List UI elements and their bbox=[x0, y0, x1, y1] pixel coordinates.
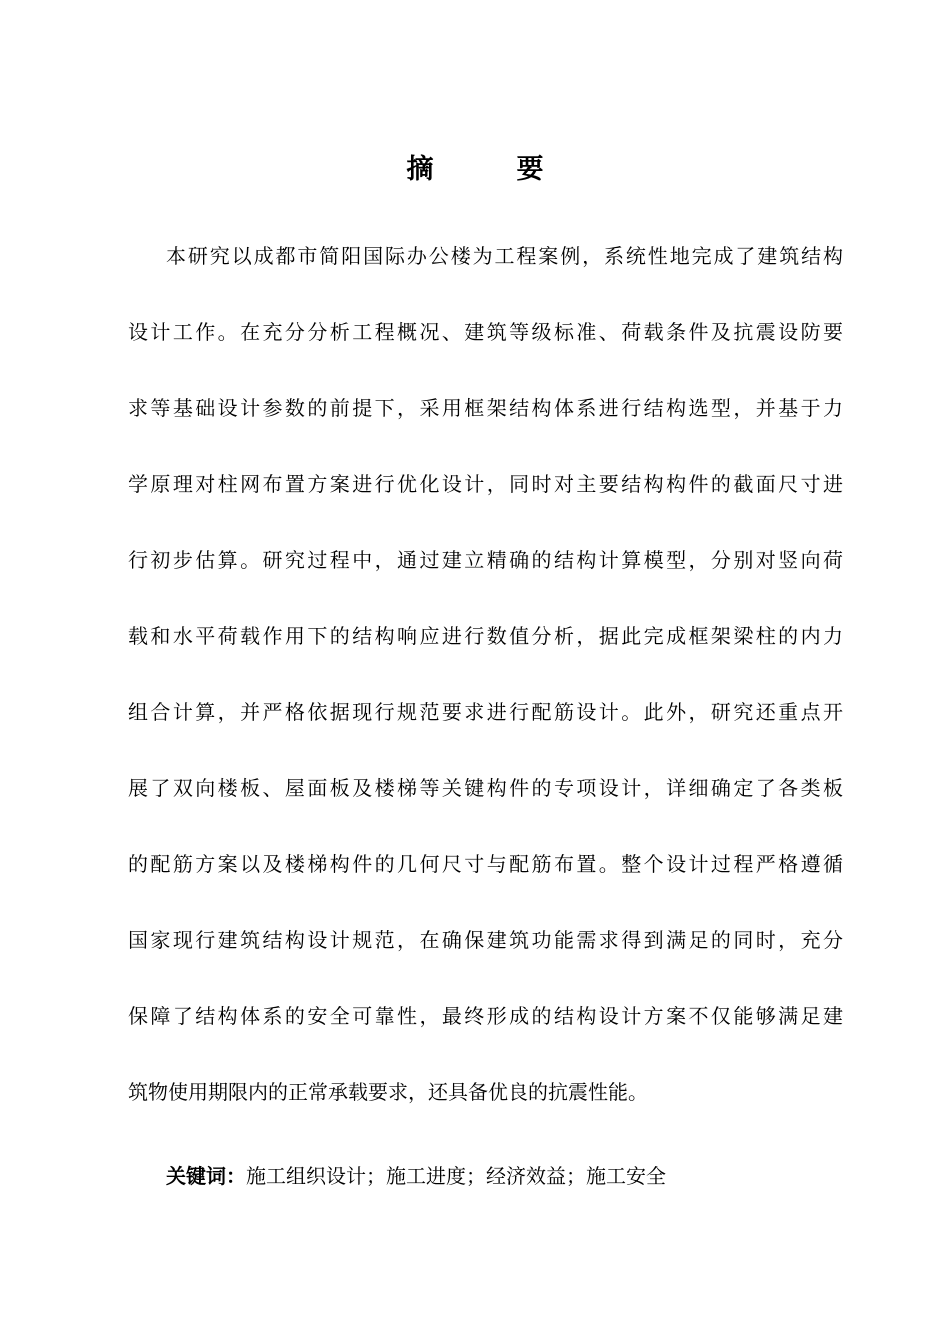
abstract-line: 的配筋方案以及楼梯构件的几何尺寸与配筋布置。整个设计过程严格遵循 bbox=[128, 852, 843, 876]
abstract-line: 求等基础设计参数的前提下，采用框架结构体系进行结构选型，并基于力 bbox=[128, 396, 843, 420]
abstract-line: 国家现行建筑结构设计规范，在确保建筑功能需求得到满足的同时，充分 bbox=[128, 928, 843, 952]
keywords-label: 关键词： bbox=[166, 1164, 246, 1188]
abstract-title: 摘 要 bbox=[406, 154, 572, 185]
abstract-line: 筑物使用期限内的正常承载要求，还具备优良的抗震性能。 bbox=[128, 1080, 648, 1104]
keywords-value: 施工组织设计；施工进度；经济效益；施工安全 bbox=[246, 1164, 666, 1188]
abstract-line: 保障了结构体系的安全可靠性，最终形成的结构设计方案不仅能够满足建 bbox=[128, 1004, 843, 1028]
abstract-line: 组合计算，并严格依据现行规范要求进行配筋设计。此外，研究还重点开 bbox=[128, 700, 843, 724]
abstract-line: 载和水平荷载作用下的结构响应进行数值分析，据此完成框架梁柱的内力 bbox=[128, 624, 843, 648]
abstract-line: 设计工作。在充分分析工程概况、建筑等级标准、荷载条件及抗震设防要 bbox=[128, 320, 843, 344]
abstract-line: 学原理对柱网布置方案进行优化设计，同时对主要结构构件的截面尺寸进 bbox=[128, 472, 843, 496]
abstract-line: 行初步估算。研究过程中，通过建立精确的结构计算模型，分别对竖向荷 bbox=[128, 548, 843, 572]
abstract-line: 展了双向楼板、屋面板及楼梯等关键构件的专项设计，详细确定了各类板 bbox=[128, 776, 843, 800]
keywords bbox=[166, 1153, 666, 1199]
abstract-line: 本研究以成都市简阳国际办公楼为工程案例，系统性地完成了建筑结构 bbox=[166, 244, 843, 268]
